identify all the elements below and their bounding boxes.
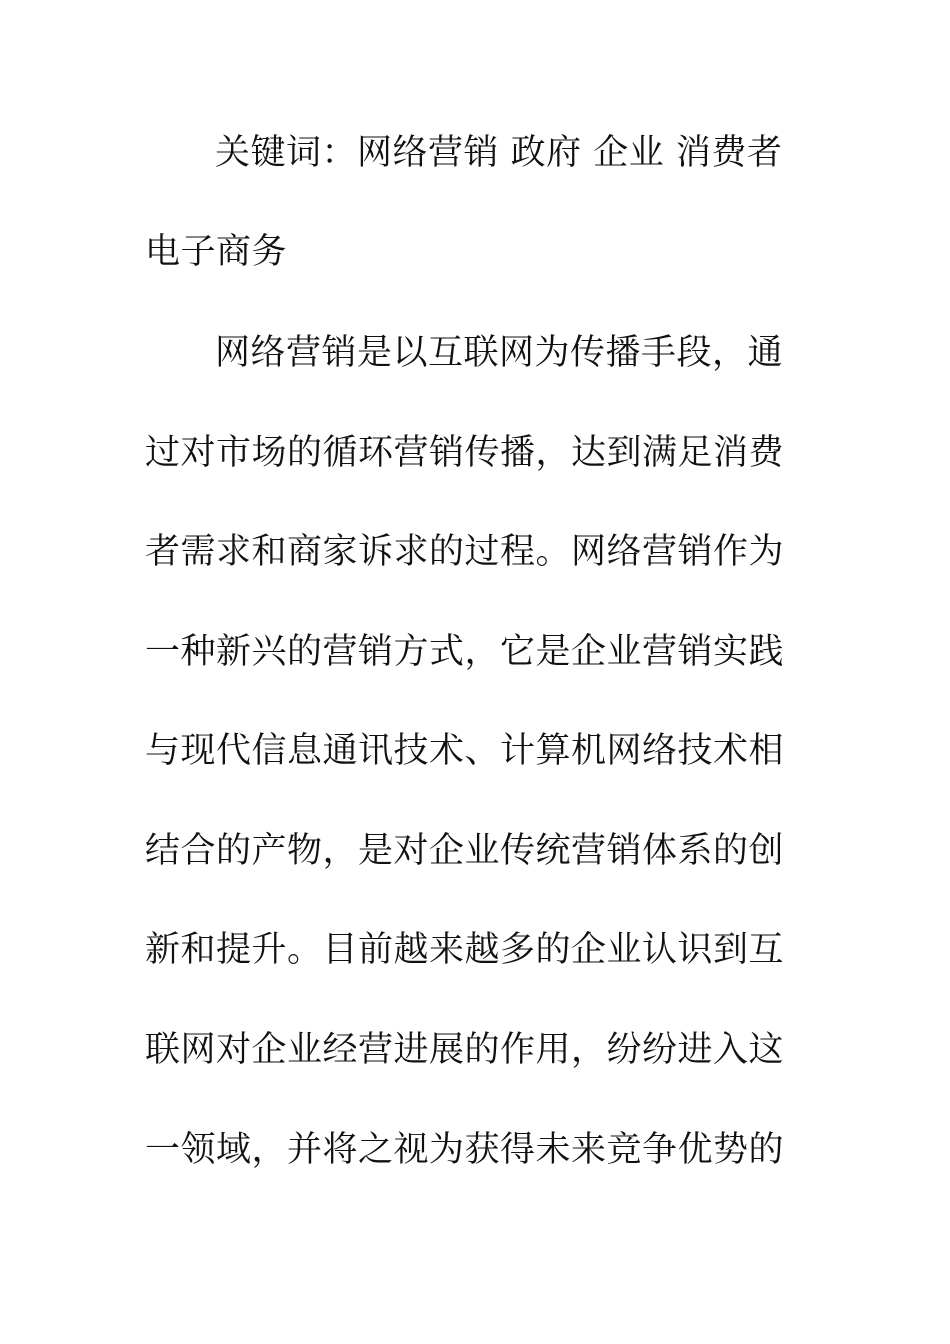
paragraph-line: 网络营销是以互联网为传播手段，通 [215,333,784,373]
paragraph-line: 新和提升。目前越来越多的企业认识到互 [145,930,785,970]
paragraph-line: 与现代信息通讯技术、计算机网络技术相 [145,731,785,771]
keywords-line-continued: 电子商务 [145,232,288,272]
paragraph-line: 结合的产物，是对企业传统营销体系的创 [145,831,785,871]
keywords-line: 关键词：网络营销 政府 企业 消费者 [215,133,783,173]
paragraph-line: 过对市场的循环营销传播，达到满足消费 [145,433,785,473]
paragraph-line: 联网对企业经营进展的作用，纷纷进入这 [145,1030,785,1070]
paragraph-line: 一种新兴的营销方式，它是企业营销实践 [145,632,785,672]
paragraph-line: 一领域，并将之视为获得未来竞争优势的 [145,1130,785,1170]
paragraph-line: 者需求和商家诉求的过程。网络营销作为 [145,532,785,572]
